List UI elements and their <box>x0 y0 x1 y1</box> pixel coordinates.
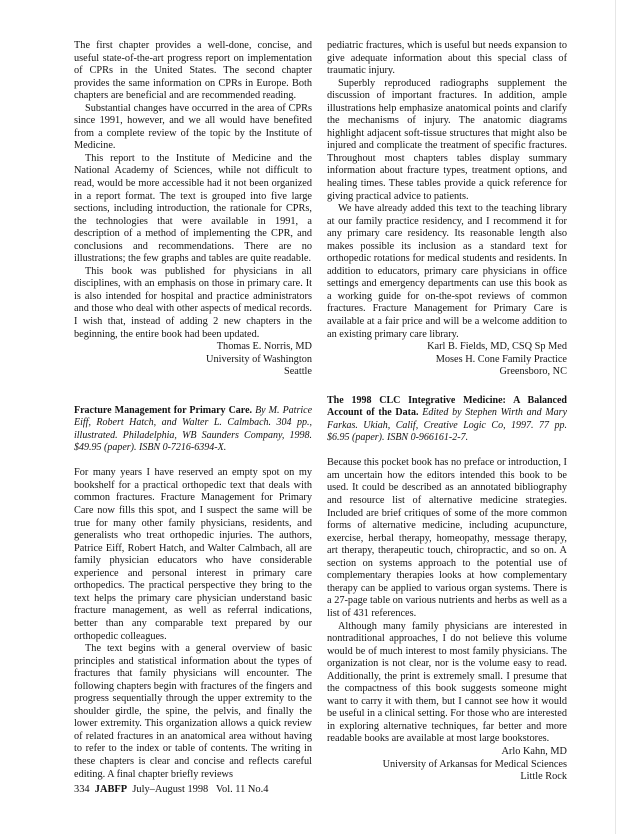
paragraph: The first chapter provides a well-done, concise, and useful state-of-the-art progress report on implementation of CPRs in the United States. The second chapter provides the same information on CPRs in Europe. Both chapters are beneficial and are recommended reading. <box>74 40 312 102</box>
page-number: 334 <box>74 784 90 795</box>
signature-name: Arlo Kahn, MD <box>501 745 567 757</box>
paragraph: We have already added this text to the teaching library at our family practice residency, and I recommend it for any primary care residency. Its reasonable length also makes possible its inclusion as a standard text for orthopedic rotations for medical students and residents. In addition to educators, primary care physicians in office settings and emergency departments can use this book as a working guide for on-the-spot reviews of common fractures. Fracture Management for Primary Care is available at a fair price and will be a welcome addition to an existing primary care library. <box>327 203 567 340</box>
review-heading <box>327 395 567 445</box>
paragraph: The text begins with a general overview of basic principles and statistical information about the types of fractures that family physicians will encounter. The following chapters begin with fractures of the fingers and progress sequentially through the upper extremity to the shoulder girdle, the spine, the pelvis, and finally the lower extremity. This organization allows a quick review of related fractures in an anatomical area without having to refer to the index or table of contents. The writing in these chapters is clear and concise and reflects careful editing. A final chapter briefly reviews <box>74 643 312 780</box>
review-heading <box>74 405 312 455</box>
left-column <box>74 40 312 781</box>
paragraph: This report to the Institute of Medicine and the National Academy of Sciences, while not difficult to read, would be more accessible had it not been organized in a report format. The text is grouped into five large sections, including introduction, the rationale for CPRs, the technologies that were available in 1991, a description of a method of implementing the CPR, and conclusions and recommendations. There are no illustrations; the few graphs and tables are quite readable. <box>74 152 312 265</box>
signature-location: Seattle <box>283 366 312 378</box>
signature-affiliation: University of Washington <box>206 353 312 365</box>
right-column <box>327 40 567 784</box>
paragraph: Although many family physicians are interested in nontraditional approaches, I do not believe this volume would be of much interest to most family physicians. The organization is not clear, nor is the volume easy to read. Additionally, the print is extremely small. I presume that the compactness of this book suggests someone might want to carry it with them, but I cannot see how it would be useful in a clinical setting. For those who are interested in exploring alternative techniques, far better and more readable books are available at most large bookstores. <box>327 620 567 745</box>
signature-location: Little Rock <box>520 771 567 783</box>
issue-info: July–August 1998 Vol. 11 No.4 <box>132 784 269 795</box>
paragraph: This book was published for physicians in all disciplines, with an emphasis on those in primary care. It is also intended for hospital and practice administrators and those who deal with other aspects of medical records. I wish that, instead of adding 2 new chapters in the beginning, the entire book had been updated. <box>74 265 312 340</box>
paragraph: For many years I have reserved an empty spot on my bookshelf for a practical orthopedic text that deals with common fractures. Fracture Management for Primary Care now fills this spot, and I suspect the same will be true for many other family physicians, residents, and generalists who treat orthopedic injuries. The authors, Patrice Eiff, Robert Hatch, and Walter Calmbach, all are family physician educators who have considerable experience and personal interest in primary care orthopedics. The practical perspective they bring to the text helps the primary care physician understand basic fracture management, as well as referral indications, better than any comparable text prepared by our orthopedic colleagues. <box>74 467 312 642</box>
signature-name: Karl B. Fields, MD, CSQ Sp Med <box>427 341 567 353</box>
journal-name: JABFP <box>94 784 128 795</box>
paragraph: pediatric fractures, which is useful but needs expansion to give adequate information about this special class of traumatic injury. <box>327 40 567 77</box>
page-footer <box>74 784 268 795</box>
signature-name: Thomas E. Norris, MD <box>216 341 312 353</box>
paragraph: Because this pocket book has no preface or introduction, I am uncertain how the editors intended this book to be used. It could be described as an annotated bibliography and resource list of alternative medicine strategies. Included are brief critiques of some of the more common forms of alternative medicine, including acupuncture, exercise, herbal therapy, homeopathy, message therapy, art therapy, therapeutic touch, chiropractic, and so on. A section on systems approach to the potential use of complementary therapies looks at how complementary therapy can be applied to various organ systems. There is a 27-page table on various nutrients and herbs as well as a list of 431 references. <box>327 457 567 619</box>
review-title: Fracture Management for Primary Care. <box>74 404 253 416</box>
signature-affiliation: University of Arkansas for Medical Sciences <box>382 758 567 770</box>
paragraph: Superbly reproduced radiographs supplement the discussion of important fractures. In addition, ample illustrations help emphasize anatomical points and clarify the mechanisms of injury. The anatomic diagrams highlight adjacent soft-tissue structures that might also be injured and complicate the treatment of specific fractures. Throughout most chapters tables display summary information about fracture types, treatment options, and healing times. These tables provide a quick reference for giving practical advice to patients. <box>327 77 567 202</box>
review-bibliography: Edited by Stephen Wirth and Mary Farkas. Ukiah, Calif, Creative Logic Co, 1997. 77 pp. $6.95 (paper). ISBN 0-966161-2-7. <box>327 407 568 443</box>
paragraph: Substantial changes have occurred in the area of CPRs since 1991, however, and we all would have benefited from a complete review of the topic by the Institute of Medicine. <box>74 102 312 152</box>
page-edge-line <box>615 0 616 834</box>
signature-location: Greensboro, NC <box>499 366 567 378</box>
signature-affiliation: Moses H. Cone Family Practice <box>435 353 567 365</box>
review-bibliography: By M. Patrice Eiff, Robert Hatch, and Walter L. Calmbach. 304 pp., illustrated. Philadelphia, WB Saunders Company, 1998. $49.95 (paper). ISBN 0-7216-6394-X. <box>74 404 313 453</box>
review-title: The 1998 CLC Integrative Medicine: A Balanced Account of the Data. <box>327 394 567 419</box>
